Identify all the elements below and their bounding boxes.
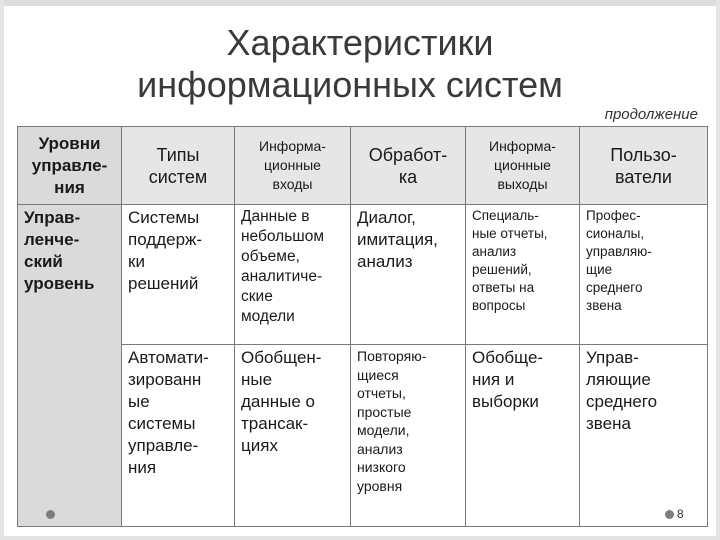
header-users: Пользо- ватели (580, 127, 708, 205)
page-number: 8 (677, 507, 684, 521)
cell-system-type: Системы поддерж- ки решений (122, 205, 235, 345)
cell-processing: Повторяю- щиеся отчеты, простые модели, анализ низкого уровня (351, 345, 466, 527)
bullet-dot-left (46, 510, 55, 519)
cell-system-type: Автомати- зированн ые системы управле- ния (122, 345, 235, 527)
bullet-dot-right (665, 510, 674, 519)
slide-frame-top (0, 0, 720, 6)
slide-title-line2: информационных систем (137, 64, 563, 105)
header-processing: Обработ- ка (351, 127, 466, 205)
table-row (18, 205, 708, 345)
header-info-inputs: Информа- ционные входы (235, 127, 351, 205)
header-info-outputs: Информа- ционные выходы (466, 127, 580, 205)
cell-users: Профес- сионалы, управляю- щие среднего звена (580, 205, 708, 345)
level-cell: Управ- ленче- ский уровень (18, 205, 122, 527)
cell-info-inputs: Данные в небольшом объеме, аналитиче- ские модели (235, 205, 351, 345)
header-system-types: Типы систем (122, 127, 235, 205)
characteristics-table (17, 126, 708, 527)
cell-info-inputs: Обобщен- ные данные о трансак- циях (235, 345, 351, 527)
cell-info-outputs: Обобще- ния и выборки (466, 345, 580, 527)
cell-users: Управ- ляющие среднего звена (580, 345, 708, 527)
cell-info-outputs: Специаль- ные отчеты, анализ решений, ответы на вопросы (466, 205, 580, 345)
slide-title (0, 22, 720, 106)
slide-subtitle: продолжение (604, 106, 698, 123)
slide-title-line1: Характеристики (226, 22, 494, 63)
header-levels: Уровни управле- ния (18, 127, 122, 205)
table-row (18, 345, 708, 527)
slide-frame-bottom (0, 536, 720, 540)
table-header-row (18, 127, 708, 205)
cell-processing: Диалог, имитация, анализ (351, 205, 466, 345)
